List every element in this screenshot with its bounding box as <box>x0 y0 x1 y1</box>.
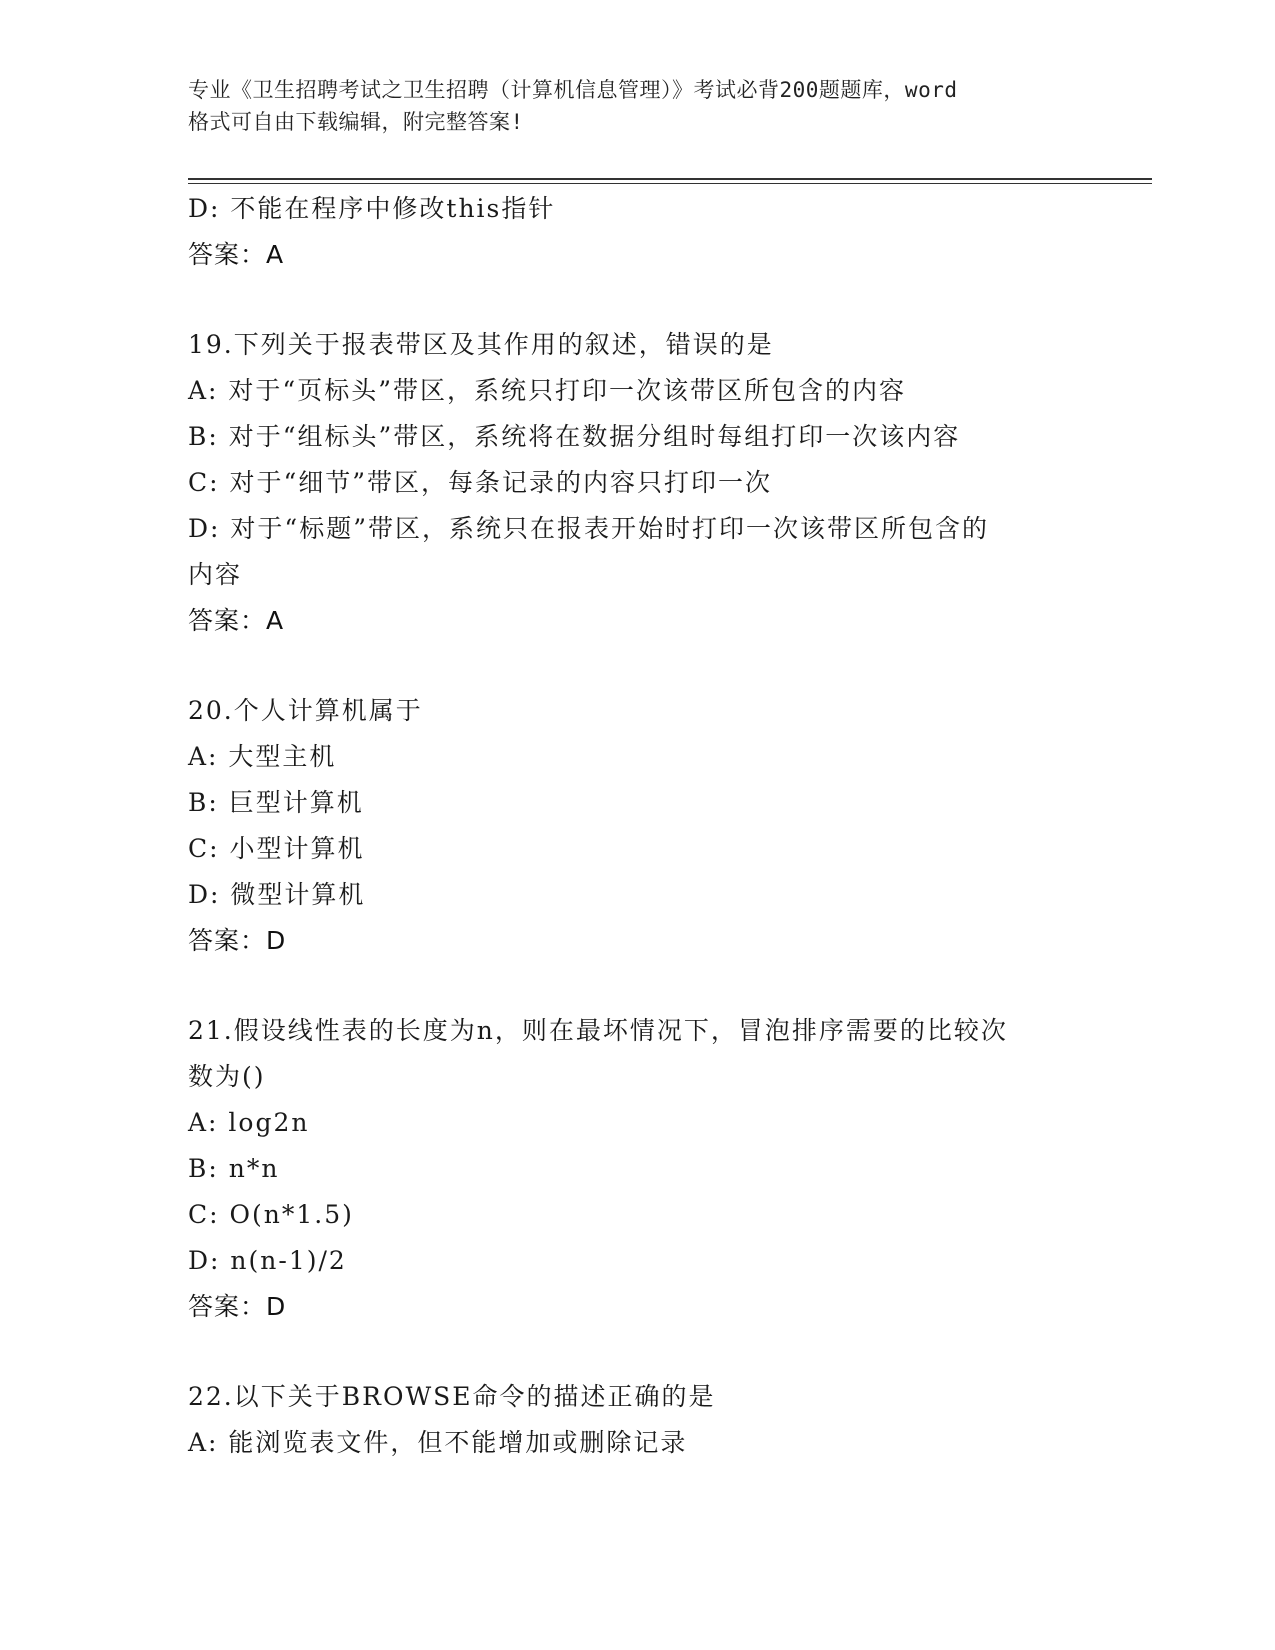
spacer <box>188 1330 1088 1374</box>
question-stem: 20.个人计算机属于 <box>188 696 423 725</box>
header-title-line-1: 专业《卫生招聘考试之卫生招聘（计算机信息管理）》考试必背200题题库，word <box>188 78 958 102</box>
header-divider-thick <box>188 178 1152 180</box>
option-c: C: O(n*1.5) <box>188 1200 354 1229</box>
option-a: A: 能浏览表文件，但不能增加或删除记录 <box>188 1428 688 1457</box>
option-d: D: 对于“标题”带区，系统只在报表开始时打印一次该带区所包含的 <box>188 514 989 543</box>
spacer <box>188 644 1088 688</box>
question-21 <box>188 1008 1088 1330</box>
option-b: B: 对于“组标头”带区，系统将在数据分组时每组打印一次该内容 <box>188 422 961 451</box>
option-b: B: 巨型计算机 <box>188 788 364 817</box>
option-c: C: 小型计算机 <box>188 834 365 863</box>
question-stem: 21.假设线性表的长度为n，则在最坏情况下，冒泡排序需要的比较次 <box>188 1016 1008 1045</box>
document-header <box>188 74 1088 138</box>
spacer <box>188 278 1088 322</box>
option-d: D: 微型计算机 <box>188 880 366 909</box>
header-title-line-2: 格式可自由下载编辑，附完整答案! <box>188 110 524 134</box>
answer: 答案：A <box>188 240 285 269</box>
question-stem: 19.下列关于报表带区及其作用的叙述，错误的是 <box>188 330 774 359</box>
spacer <box>188 964 1088 1008</box>
question-stem-continued: 数为() <box>188 1062 266 1091</box>
option-b: B: n*n <box>188 1154 280 1183</box>
header-divider-thin <box>188 183 1152 184</box>
answer: 答案：D <box>188 926 287 955</box>
option-a: A: 对于“页标头”带区，系统只打印一次该带区所包含的内容 <box>188 376 906 405</box>
question-19 <box>188 322 1088 644</box>
option-c: C: 对于“细节”带区，每条记录的内容只打印一次 <box>188 468 773 497</box>
question-20 <box>188 688 1088 964</box>
option-d: D: 不能在程序中修改this指针 <box>188 194 556 223</box>
answer: 答案：A <box>188 606 285 635</box>
question-stem: 22.以下关于BROWSE命令的描述正确的是 <box>188 1382 716 1411</box>
answer: 答案：D <box>188 1292 287 1321</box>
document-body <box>188 186 1088 1466</box>
option-d: D: n(n-1)/2 <box>188 1246 347 1275</box>
option-a: A: log2n <box>188 1108 310 1137</box>
question-18-tail <box>188 186 1088 278</box>
option-d-continued: 内容 <box>188 560 243 589</box>
option-a: A: 大型主机 <box>188 742 337 771</box>
question-22 <box>188 1374 1088 1466</box>
